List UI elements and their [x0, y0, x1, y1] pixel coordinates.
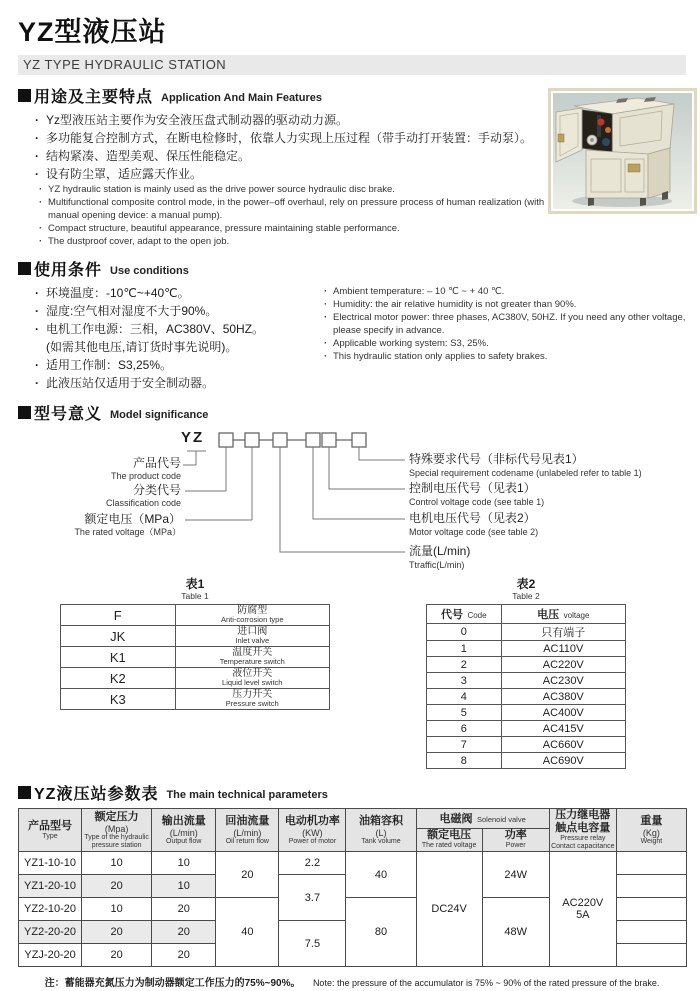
section-marker-icon [18, 89, 31, 102]
table2-voltage: AC380V [501, 689, 625, 705]
table-header-row [19, 809, 687, 829]
col-header-type-en: Type [42, 832, 58, 840]
table2-code: 3 [427, 673, 502, 689]
footnote [18, 973, 686, 991]
col-header-weight [616, 809, 686, 852]
pressure-cell: 20 [82, 921, 152, 944]
col-header-output-unit: (L/min) [169, 827, 198, 838]
table2-block [426, 578, 626, 769]
table2-code: 7 [427, 737, 502, 753]
table-row [427, 721, 626, 737]
page-subtitle: YZ TYPE HYDRAULIC STATION [23, 57, 227, 72]
feature-item-zh: · 结构紧凑、造型美观、保压性能稳定。 [18, 147, 563, 165]
col-header-pressure [82, 809, 152, 852]
table1-desc-zh: 液位开关 [232, 667, 273, 679]
params-heading-zh: YZ液压站参数表 [34, 786, 159, 803]
col-header-weight-unit: (Kg) [642, 827, 660, 838]
relay-current: 5A [576, 909, 590, 921]
table1-desc-en: Liquid level switch [222, 677, 283, 687]
table2-code: 6 [427, 721, 502, 737]
col-header-solenoid-power-zh: 功率 [504, 829, 527, 842]
product-photo [548, 88, 697, 214]
col-header-solenoid-zh: 电磁阀 [439, 813, 473, 826]
table1-code: K2 [61, 668, 176, 689]
col-header-return-unit: (L/min) [233, 827, 262, 838]
table2-code: 5 [427, 705, 502, 721]
condition-item-zh: · 湿度:空气相对湿度不大于90%。 [18, 302, 303, 320]
params-table [18, 808, 687, 967]
col-header-tank-unit: (L) [375, 827, 387, 838]
col-header-solenoid-power-en: Power [505, 842, 526, 850]
col-header-output-zh: 输出流量 [161, 814, 206, 827]
model-label-flow-en: Ttraffic(L/min) [409, 560, 465, 570]
weight-cell-empty [616, 852, 686, 875]
table1-desc-en: Pressure switch [225, 698, 279, 708]
params-heading [18, 781, 686, 804]
table1-desc-zh: 进口阀 [237, 625, 268, 637]
table1-title-en: Table 1 [181, 591, 209, 601]
col-header-relay-en1: Pressure relay [560, 835, 606, 842]
motor-power-cell: 3.7 [279, 875, 346, 921]
model-label-rated-voltage-en: The rated voltage（MPa） [74, 527, 181, 537]
feature-item-en: · Compact structure, beautiful appearance, pressure maintaining stable performance. [18, 222, 563, 235]
condition-item-zh: · 适用工作制：S3,25%。 [18, 356, 303, 374]
model-heading-en: Model significance [110, 408, 209, 421]
output-cell: 20 [152, 944, 216, 967]
table1-desc-zh: 压力开关 [232, 688, 273, 700]
table-row [427, 641, 626, 657]
weight-cell-empty [616, 944, 686, 967]
col-header-motor-unit: (KW) [302, 827, 323, 838]
table-row [61, 605, 330, 626]
page-title: YZ型液压站 [18, 17, 167, 47]
footnote-zh: 注：蓄能器充氮压力为制动器额定工作压力的75%~90%。 [44, 978, 301, 989]
table2-voltage: AC415V [501, 721, 625, 737]
model-label-rated-voltage-zh: 额定电压（MPa） [84, 512, 181, 526]
col-header-type [19, 809, 82, 852]
features-heading-zh: 用途及主要特点 [34, 89, 154, 106]
model-label-classification-zh: 分类代号 [132, 483, 181, 497]
model-code-diagram [18, 428, 686, 578]
table2-header-code-en: Code [467, 611, 487, 620]
solenoid-power-cell: 48W [482, 898, 549, 967]
col-header-solenoid-power [482, 828, 549, 851]
motor-power-cell: 7.5 [279, 921, 346, 967]
feature-item-zh: · 设有防尘罩，适应露天作业。 [18, 165, 563, 183]
return-flow-cell: 20 [216, 852, 279, 898]
condition-item-en: · Applicable working system: S3, 25%. [303, 337, 686, 350]
model-cell: YZ2-10-20 [19, 898, 82, 921]
footnote-en: Note: the pressure of the accumulator is 75% ~ 90% of the rated pressure of the brake. [312, 978, 660, 988]
col-header-return-en: Oil return flow [225, 837, 269, 845]
pressure-cell: 10 [82, 852, 152, 875]
table2-header-voltage-zh: 电压 [537, 609, 560, 621]
model-label-special-req-en: Special requirement codename (unlabeled refer to table 1) [409, 468, 642, 478]
weight-cell-empty [616, 898, 686, 921]
section-marker-icon [18, 786, 31, 799]
table2-header-code [427, 605, 502, 624]
model-label-control-voltage-zh: 控制电压代号（见表1） [409, 481, 536, 495]
feature-item-en: · YZ hydraulic station is mainly used as the drive power source hydraulic disc brake. [18, 183, 563, 196]
col-header-solenoid [416, 809, 549, 829]
features-list [18, 111, 563, 248]
table-row [427, 657, 626, 673]
table-row [61, 689, 330, 710]
model-heading [18, 401, 686, 424]
model-cell: YZ1-10-10 [19, 852, 82, 875]
params-heading-en: The main technical parameters [166, 788, 328, 801]
table-row [61, 668, 330, 689]
pressure-cell: 10 [82, 898, 152, 921]
return-flow-cell: 40 [216, 898, 279, 967]
condition-item-en: · This hydraulic station only applies to safety brakes. [303, 350, 686, 363]
table1-code: F [61, 605, 176, 626]
col-header-relay-zh2: 触点电容量 [555, 822, 611, 834]
table2-code: 2 [427, 657, 502, 673]
col-header-relay-en2: Contact capacitance [551, 843, 615, 850]
table1-code: K1 [61, 647, 176, 668]
table1-code: JK [61, 626, 176, 647]
model-label-product-code-zh: 产品代号 [132, 456, 181, 470]
table-row [61, 647, 330, 668]
section-marker-icon [18, 262, 31, 275]
condition-item-en: · Humidity: the air relative humidity is not greater than 90%. [303, 298, 686, 311]
model-prefix: YZ [181, 429, 205, 446]
table2-voltage: AC400V [501, 705, 625, 721]
table1-desc [175, 605, 329, 626]
table1-code: K3 [61, 689, 176, 710]
col-header-tank-zh: 油箱容积 [359, 814, 404, 827]
table1 [60, 604, 330, 710]
lookup-tables [18, 578, 686, 769]
table2-title-zh: 表2 [516, 577, 536, 591]
table2-code: 0 [427, 624, 502, 641]
pressure-cell: 20 [82, 875, 152, 898]
col-header-solenoid-voltage [416, 828, 482, 851]
conditions-heading [18, 257, 686, 280]
col-header-solenoid-en: Solenoid valve [476, 815, 526, 825]
condition-item-zh: · 电机工作电源：三相，AC380V、50HZ。 [18, 320, 303, 338]
table2-code: 1 [427, 641, 502, 657]
conditions-section [18, 284, 686, 392]
tank-cell: 40 [346, 852, 416, 898]
col-header-pressure-en: Type of the hydraulic pressure station [84, 833, 149, 849]
solenoid-voltage-cell: DC24V [416, 852, 482, 967]
table-row [427, 705, 626, 721]
condition-item-zh: · 环境温度：-10℃~+40℃。 [18, 284, 303, 302]
conditions-heading-zh: 使用条件 [34, 262, 103, 279]
model-cell: YZ1-20-10 [19, 875, 82, 898]
table2-header-voltage [501, 605, 625, 624]
feature-item-en: · Multifunctional composite control mode, in the power–off overhaul, rely on pressure process of human realization (with manual opening device: a manual pump). [18, 196, 563, 222]
weight-cell-empty [616, 875, 686, 898]
col-header-relay-zh1: 压力继电器 [555, 809, 611, 821]
table-header-row [427, 605, 626, 624]
relay-voltage: AC220V [562, 897, 604, 909]
motor-power-cell: 2.2 [279, 852, 346, 875]
solenoid-power-cell: 24W [482, 852, 549, 898]
condition-item-en: · Electrical motor power: three phases, AC380V, 50HZ. If you need any other voltage, please specify in advance. [303, 311, 686, 337]
weight-cell-empty [616, 921, 686, 944]
table2-header-code-zh: 代号 [441, 609, 463, 621]
condition-item-en: · Ambient temperature: – 10 ℃ ~ + 40 ℃. [303, 285, 686, 298]
col-header-weight-en: Weight [640, 837, 663, 845]
table-row [427, 624, 626, 641]
table2-code: 8 [427, 753, 502, 769]
table1-desc-en: Temperature switch [219, 656, 285, 666]
model-label-flow-zh: 流量(L/min) [409, 544, 471, 558]
model-label-control-voltage-en: Control voltage code (see table 1) [409, 497, 545, 507]
col-header-output-flow [152, 809, 216, 852]
col-header-pressure-zh: 额定压力 [94, 810, 139, 823]
table2-voltage: AC230V [501, 673, 625, 689]
table1-desc [175, 647, 329, 668]
output-cell: 20 [152, 921, 216, 944]
table-row [427, 753, 626, 769]
col-header-return-zh: 回油流量 [225, 814, 270, 827]
output-cell: 10 [152, 875, 216, 898]
table1-desc-en: Inlet valve [235, 635, 270, 645]
table-row [427, 689, 626, 705]
table2-title-en: Table 2 [512, 591, 540, 601]
feature-item-zh: · Yz型液压站主要作为安全液压盘式制动器的驱动动力源。 [18, 111, 563, 129]
table2-header-voltage-en: voltage [563, 611, 590, 620]
features-heading-en: Application And Main Features [161, 91, 322, 104]
col-header-tank [346, 809, 416, 852]
page-subtitle-bar [18, 55, 686, 75]
pressure-cell: 20 [82, 944, 152, 967]
col-header-motor-zh: 电动机功率 [284, 814, 340, 827]
condition-item-zh: (如需其他电压,请订货时事先说明)。 [46, 340, 238, 354]
table2-code: 4 [427, 689, 502, 705]
table1-desc [175, 626, 329, 647]
col-header-solenoid-voltage-en: The rated voltage [421, 842, 477, 850]
table1-desc [175, 668, 329, 689]
col-header-type-zh: 产品型号 [28, 819, 73, 832]
table-row [427, 673, 626, 689]
tank-cell: 80 [346, 898, 416, 967]
table-row [61, 626, 330, 647]
model-cell: YZ2-20-20 [19, 921, 82, 944]
condition-item-zh: · 此液压站仅适用于安全制动器。 [18, 374, 303, 392]
output-cell: 10 [152, 852, 216, 875]
model-label-product-code-en: The product code [110, 471, 181, 481]
table2-voltage: AC220V [501, 657, 625, 673]
table2-voltage: AC690V [501, 753, 625, 769]
table2-voltage: AC110V [501, 641, 625, 657]
output-cell: 20 [152, 898, 216, 921]
col-header-pressure-unit: (Mpa) [104, 823, 129, 834]
conditions-heading-en: Use conditions [110, 264, 189, 277]
col-header-motor-power [279, 809, 346, 852]
table1-block [60, 578, 330, 710]
col-header-motor-en: Power of motor [288, 837, 337, 845]
table-row [19, 852, 687, 875]
model-cell: YZJ-20-20 [19, 944, 82, 967]
model-label-special-req-zh: 特殊要求代号（非标代号见表1） [409, 452, 584, 466]
table1-title-zh: 表1 [185, 577, 205, 591]
model-label-classification-en: Classification code [105, 498, 181, 508]
model-label-motor-voltage-en: Motor voltage code (see table 2) [409, 527, 539, 537]
table2-voltage: AC660V [501, 737, 625, 753]
feature-item-en: · The dustproof cover, adapt to the open job. [18, 235, 563, 248]
conditions-list-zh [18, 284, 303, 392]
table1-desc-zh: 防腐型 [237, 604, 268, 616]
section-marker-icon [18, 406, 31, 419]
relay-cell [549, 852, 616, 967]
feature-item-zh: · 多功能复合控制方式，在断电检修时，依靠人力实现上压过程（带手动打开装置：手动泵）。 [18, 129, 563, 147]
table2 [426, 604, 626, 769]
table1-desc-zh: 温度开关 [232, 646, 273, 658]
model-heading-zh: 型号意义 [34, 406, 103, 423]
table1-desc-en: Anti-corrosion type [221, 614, 284, 624]
col-header-output-en: Output flow [166, 837, 202, 845]
conditions-list-en [303, 284, 686, 363]
col-header-tank-en: Tank volume [361, 837, 401, 845]
col-header-weight-zh: 重量 [640, 814, 663, 827]
col-header-return-flow [216, 809, 279, 852]
table1-desc [175, 689, 329, 710]
model-label-motor-voltage-zh: 电机电压代号（见表2） [409, 511, 536, 525]
col-header-relay [549, 809, 616, 852]
table2-voltage: 只有端子 [501, 624, 625, 641]
table-row [427, 737, 626, 753]
col-header-solenoid-voltage-zh: 额定电压 [427, 829, 472, 842]
